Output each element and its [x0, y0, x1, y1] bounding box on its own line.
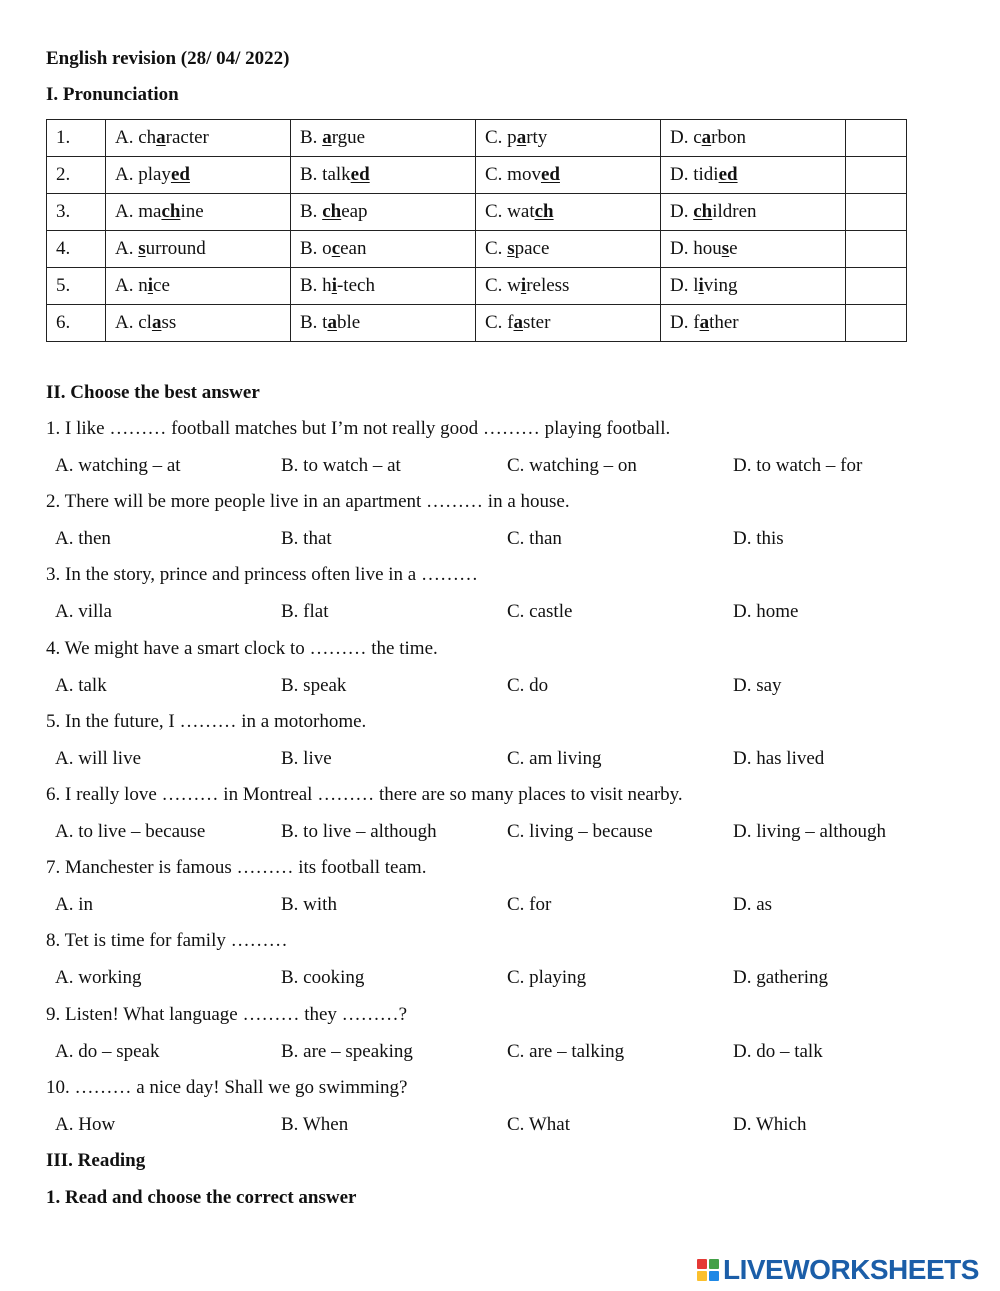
answer-option-a[interactable]: A. then [55, 528, 111, 549]
pronunciation-row [47, 268, 907, 305]
worksheet-title: English revision (28/ 04/ 2022) [46, 48, 290, 69]
pron-option-a[interactable] [106, 305, 291, 342]
pron-word-suffix: ce [153, 275, 170, 296]
pron-word-prefix: D. [670, 201, 694, 222]
pron-word-suffix: reless [526, 275, 570, 296]
pronunciation-row [47, 305, 907, 342]
pron-word-suffix: ther [709, 312, 739, 333]
pron-option-c[interactable] [476, 157, 661, 194]
pron-underlined-letters: a [327, 312, 337, 333]
question-text: 9. Listen! What language ……… they ………? [46, 1004, 408, 1025]
answer-option-a[interactable]: A. villa [55, 601, 112, 622]
pron-underlined-letters: ch [534, 201, 554, 222]
answer-cell[interactable] [846, 120, 907, 157]
answer-option-d[interactable]: D. as [733, 894, 773, 915]
pron-word-prefix: D. f [670, 312, 700, 333]
pron-word-prefix: A. n [115, 275, 148, 296]
pron-word-prefix: B. h [300, 275, 332, 296]
answer-option-b[interactable]: B. flat [281, 601, 329, 622]
answer-cell[interactable] [846, 305, 907, 342]
pron-word-suffix: ine [180, 201, 204, 222]
pron-word-prefix: D. c [670, 127, 702, 148]
answer-option-c[interactable]: C. am living [507, 748, 602, 769]
pronunciation-row [47, 157, 907, 194]
row-number: 5. [47, 268, 106, 305]
pron-option-b[interactable] [291, 157, 476, 194]
row-number: 2. [47, 157, 106, 194]
pron-option-c[interactable] [476, 305, 661, 342]
answer-option-c[interactable]: C. do [507, 675, 549, 696]
pron-option-a[interactable] [106, 194, 291, 231]
pron-word-prefix: A. cl [115, 312, 152, 333]
pron-option-b[interactable] [291, 268, 476, 305]
pron-underlined-letters: a [701, 127, 712, 148]
pron-word-suffix: rgue [331, 127, 366, 148]
pron-word-prefix: A. play [115, 164, 171, 185]
pron-underlined-letters: ed [718, 164, 738, 185]
pron-word-prefix: A. [115, 238, 139, 259]
pron-word-prefix: D. tidi [670, 164, 719, 185]
pron-underlined-letters: c [331, 238, 341, 259]
row-number: 6. [47, 305, 106, 342]
question-text: 1. I like ……… football matches but I’m not really good ……… playing football. [46, 418, 671, 439]
answer-option-b[interactable]: B. to live – although [281, 821, 437, 842]
answer-option-b[interactable]: B. speak [281, 675, 347, 696]
pron-option-d[interactable] [661, 120, 846, 157]
pron-option-d[interactable] [661, 305, 846, 342]
pron-word-prefix: D. l [670, 275, 699, 296]
pron-word-suffix: ean [340, 238, 367, 259]
pron-word-suffix: eap [341, 201, 368, 222]
answer-option-d[interactable]: D. this [733, 528, 784, 549]
answer-option-d[interactable]: D. home [733, 601, 799, 622]
question-text: 5. In the future, I ……… in a motorhome. [46, 711, 367, 732]
answer-option-d[interactable]: D. gathering [733, 967, 828, 988]
answer-option-a[interactable]: A. do – speak [55, 1041, 160, 1062]
pron-underlined-letters: a [322, 127, 332, 148]
logo-text: LIVEWORKSHEETS [723, 1254, 979, 1285]
answer-option-c[interactable]: C. for [507, 894, 552, 915]
question-text: 3. In the story, prince and princess often live in a ……… [46, 564, 478, 585]
answer-cell[interactable] [846, 194, 907, 231]
pron-option-a[interactable] [106, 157, 291, 194]
pron-underlined-letters: s [507, 238, 515, 259]
answer-option-b[interactable]: B. When [281, 1114, 349, 1135]
pron-option-d[interactable] [661, 231, 846, 268]
answer-option-b[interactable]: B. that [281, 528, 332, 549]
answer-option-b[interactable]: B. live [281, 748, 332, 769]
pron-word-suffix: rty [526, 127, 548, 148]
pron-underlined-letters: i [331, 275, 337, 296]
pron-word-prefix: B. [300, 127, 323, 148]
answer-option-d[interactable]: D. to watch – for [733, 455, 863, 476]
pron-word-prefix: A. ma [115, 201, 162, 222]
answer-option-a[interactable]: A. watching – at [55, 455, 181, 476]
pron-underlined-letters: a [699, 312, 710, 333]
answer-option-b[interactable]: B. are – speaking [281, 1041, 413, 1062]
pron-option-a[interactable] [106, 120, 291, 157]
pron-word-prefix: C. f [485, 312, 514, 333]
pron-word-prefix: C. [485, 238, 508, 259]
question-text: 4. We might have a smart clock to ……… the time. [46, 638, 438, 659]
answer-option-a[interactable]: A. to live – because [55, 821, 206, 842]
question-text: 2. There will be more people live in an apartment ……… in a house. [46, 491, 570, 512]
answer-option-a[interactable]: A. How [55, 1114, 116, 1135]
pron-word-prefix: C. p [485, 127, 517, 148]
pron-word-suffix: urround [145, 238, 206, 259]
answer-cell[interactable] [846, 268, 907, 305]
question-text: 7. Manchester is famous ……… its football team. [46, 857, 427, 878]
pron-underlined-letters: ch [161, 201, 181, 222]
reading-subheading: 1. Read and choose the correct answer [46, 1187, 357, 1208]
pron-underlined-letters: a [516, 127, 527, 148]
answer-option-c[interactable]: C. playing [507, 967, 587, 988]
pron-word-prefix: A. ch [115, 127, 157, 148]
pron-word-prefix: B. t [300, 312, 328, 333]
pron-word-prefix: B. o [300, 238, 332, 259]
question-text: 6. I really love ……… in Montreal ……… there are so many places to visit nearby. [46, 784, 683, 805]
pron-underlined-letters: ch [693, 201, 713, 222]
answer-option-d[interactable]: D. say [733, 675, 782, 696]
section-reading-heading: III. Reading [46, 1150, 146, 1171]
answer-cell[interactable] [846, 231, 907, 268]
pron-underlined-letters: i [520, 275, 527, 296]
answer-option-c[interactable]: C. watching – on [507, 455, 637, 476]
pron-word-suffix: -tech [336, 275, 375, 296]
pron-word-suffix: racter [165, 127, 209, 148]
pron-option-d[interactable] [661, 194, 846, 231]
answer-option-c[interactable]: C. living – because [507, 821, 653, 842]
pronunciation-row [47, 194, 907, 231]
pron-underlined-letters: i [147, 275, 154, 296]
pronunciation-row [47, 120, 907, 157]
pron-option-c[interactable] [476, 194, 661, 231]
pron-word-prefix: B. [300, 201, 323, 222]
pron-underlined-letters: ed [170, 164, 190, 185]
answer-option-c[interactable]: C. castle [507, 601, 573, 622]
pron-underlined-letters: ch [322, 201, 342, 222]
pron-word-prefix: B. talk [300, 164, 351, 185]
pron-option-b[interactable] [291, 194, 476, 231]
answer-option-d[interactable]: D. living – although [733, 821, 887, 842]
pron-option-c[interactable] [476, 268, 661, 305]
pron-underlined-letters: s [138, 238, 146, 259]
pron-word-suffix: ving [703, 275, 738, 296]
pron-word-prefix: C. w [485, 275, 521, 296]
pron-option-a[interactable] [106, 268, 291, 305]
pron-option-b[interactable] [291, 305, 476, 342]
pron-option-c[interactable] [476, 231, 661, 268]
row-number: 3. [47, 194, 106, 231]
question-text: 8. Tet is time for family ……… [46, 930, 288, 951]
answer-option-a[interactable]: A. working [55, 967, 142, 988]
logo-mark-icon [697, 1259, 719, 1281]
pron-option-c[interactable] [476, 120, 661, 157]
answer-option-c[interactable]: C. than [507, 528, 562, 549]
pron-word-prefix: C. mov [485, 164, 541, 185]
pron-option-d[interactable] [661, 268, 846, 305]
answer-option-a[interactable]: A. talk [55, 675, 107, 696]
pron-underlined-letters: a [156, 127, 166, 148]
pron-word-prefix: D. hou [670, 238, 722, 259]
pron-underlined-letters: a [151, 312, 162, 333]
pron-option-a[interactable] [106, 231, 291, 268]
answer-option-a[interactable]: A. will live [55, 748, 142, 769]
section-pronunciation-heading: I. Pronunciation [46, 84, 179, 105]
pron-underlined-letters: a [513, 312, 523, 333]
pron-option-d[interactable] [661, 157, 846, 194]
answer-cell[interactable] [846, 157, 907, 194]
pron-underlined-letters: s [721, 238, 730, 259]
answer-option-c[interactable]: C. What [507, 1114, 570, 1135]
answer-option-d[interactable]: D. has lived [733, 748, 825, 769]
pron-word-suffix: ildren [712, 201, 757, 222]
answer-option-b[interactable]: B. cooking [281, 967, 365, 988]
answer-option-d[interactable]: D. Which [733, 1114, 807, 1135]
pron-underlined-letters: ed [540, 164, 560, 185]
pronunciation-table [46, 119, 907, 342]
pron-word-suffix: ble [336, 312, 361, 333]
pron-word-suffix: rbon [711, 127, 746, 148]
pron-word-suffix: e [729, 238, 738, 259]
pron-word-suffix: ss [161, 312, 177, 333]
row-number: 4. [47, 231, 106, 268]
pron-option-b[interactable] [291, 120, 476, 157]
pronunciation-row [47, 231, 907, 268]
row-number: 1. [47, 120, 106, 157]
section-choose-heading: II. Choose the best answer [46, 382, 260, 403]
pron-underlined-letters: i [698, 275, 704, 296]
question-text: 10. ……… a nice day! Shall we go swimming? [46, 1077, 408, 1098]
pron-word-prefix: C. wat [485, 201, 535, 222]
answer-option-d[interactable]: D. do – talk [733, 1041, 823, 1062]
answer-option-c[interactable]: C. are – talking [507, 1041, 625, 1062]
answer-option-a[interactable]: A. in [55, 894, 93, 915]
liveworksheets-logo[interactable] [697, 1255, 979, 1285]
pron-word-suffix: pace [514, 238, 550, 259]
pron-word-suffix: ster [523, 312, 551, 333]
pron-underlined-letters: ed [350, 164, 370, 185]
answer-option-b[interactable]: B. to watch – at [281, 455, 401, 476]
pron-option-b[interactable] [291, 231, 476, 268]
answer-option-b[interactable]: B. with [281, 894, 337, 915]
